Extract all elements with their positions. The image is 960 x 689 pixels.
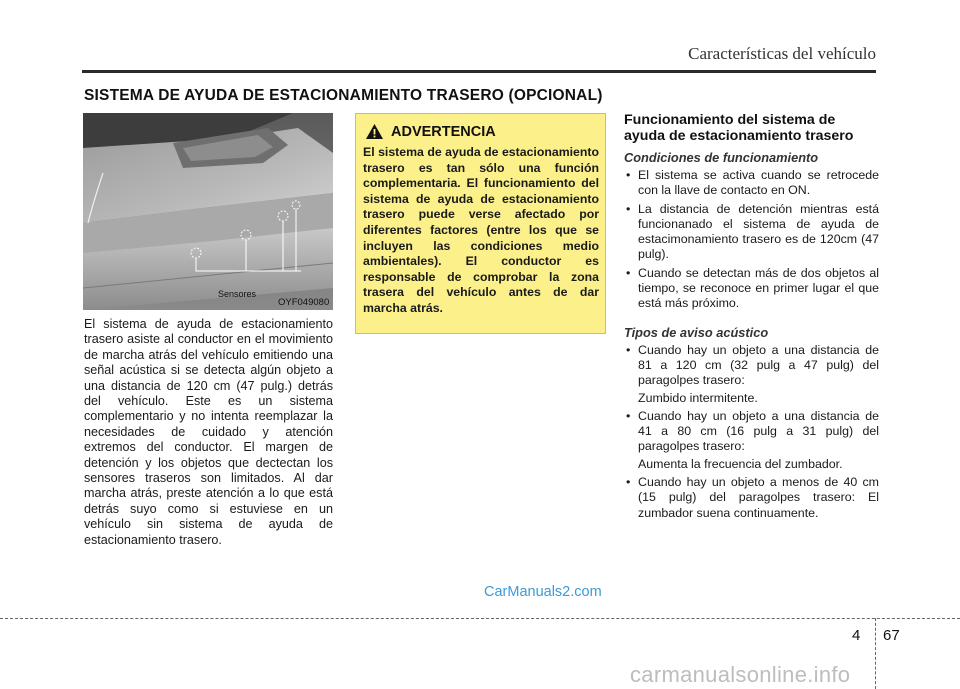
sound-text: Cuando hay un objeto a una distancia de 41 a 80 cm (16 pulg a 31 pulg) del paragolpes trasero: (638, 408, 879, 454)
watermark-link[interactable]: CarManuals2.com (484, 584, 602, 600)
conditions-list (624, 168, 879, 312)
list-item (624, 475, 879, 521)
rear-bumper-illustration (83, 113, 333, 310)
bullet: • (626, 168, 631, 182)
footer-rule (0, 618, 960, 619)
header-rule (82, 70, 876, 73)
condition-text: El sistema se activa cuando se retrocede con la llave de contacto en ON. (638, 168, 879, 198)
list-item (624, 202, 879, 263)
operation-section (624, 113, 879, 524)
operation-heading: Funcionamiento del sistema de ayuda de estacionamiento trasero (624, 112, 854, 144)
list-item (624, 168, 879, 199)
figure-code: OYF049080 (278, 297, 330, 308)
list-item (624, 409, 879, 472)
warning-title: ADVERTENCIA (391, 124, 496, 140)
sound-types-title: Tipos de aviso acústico (624, 324, 769, 340)
sound-text: Cuando hay un objeto a menos de 40 cm (15 pulg) del paragolpes trasero: El zumbador suena continuamente. (638, 475, 879, 520)
footer-divider (875, 618, 876, 689)
condition-text: Cuando se detectan más de dos objetos al tiempo, se reconoce en primer lugar el que está más próximo. (638, 265, 879, 311)
section-title: Características del vehículo (688, 44, 876, 63)
site-watermark: carmanualsonline.info (630, 662, 851, 687)
sound-note: Zumbido intermitente. (638, 390, 758, 405)
bullet: • (626, 265, 631, 280)
section-number: 4 (852, 627, 861, 644)
warning-triangle-icon (365, 123, 384, 140)
sound-text: Cuando hay un objeto a una distancia de 81 a 120 cm (32 pulg a 47 pulg) del paragolpes trasero: (638, 342, 879, 388)
page-number: 67 (883, 627, 900, 644)
bullet: • (626, 201, 631, 216)
conditions-title: Condiciones de funcionamiento (624, 150, 819, 165)
bullet: • (626, 408, 631, 423)
sound-types-list (624, 343, 879, 521)
intro-paragraph: El sistema de ayuda de estacionamiento trasero asiste al conductor en el movimiento de marcha atrás del vehículo emitiendo una señal acústica si se detecta algún objeto a una distancia de 120 cm (47 pulg.) detrás del vehículo. Este es un sistema complementario y no intenta reemplazar la necesidades de cuidado y atención extremos del conductor. El margen de detención y los objetos que dectectan los sensores traseros son limitados. Al dar marcha atrás, preste atención a lo que está detrás suyo como si estuviese en un vehículo sin sistema de ayuda de estacionamiento trasero. (84, 317, 333, 547)
sensors-label: Sensores (218, 289, 257, 299)
list-item (624, 266, 879, 312)
warning-text: El sistema de ayuda de estacionamiento trasero es tan sólo una función complementaria. El funcionamiento del sistema de ayuda de estacionamiento trasero puede verse afectado por diferentes factores (entre los que se incluyen las condiciones medio ambientales). El conductor es responsable de comprobar la zona trasera del vehículo antes de dar marcha atrás. (363, 145, 599, 315)
condition-text: La distancia de detención mientras está funcionanado el sistema de ayuda de estacimonamiento trasero es de 120cm (47 pulg). (638, 201, 879, 262)
bullet: • (626, 475, 631, 490)
page-heading: SISTEMA DE AYUDA DE ESTACIONAMIENTO TRASERO (OPCIONAL) (84, 87, 603, 104)
sound-note: Aumenta la frecuencia del zumbador. (638, 456, 843, 471)
list-item (624, 343, 879, 406)
bullet: • (626, 342, 631, 357)
